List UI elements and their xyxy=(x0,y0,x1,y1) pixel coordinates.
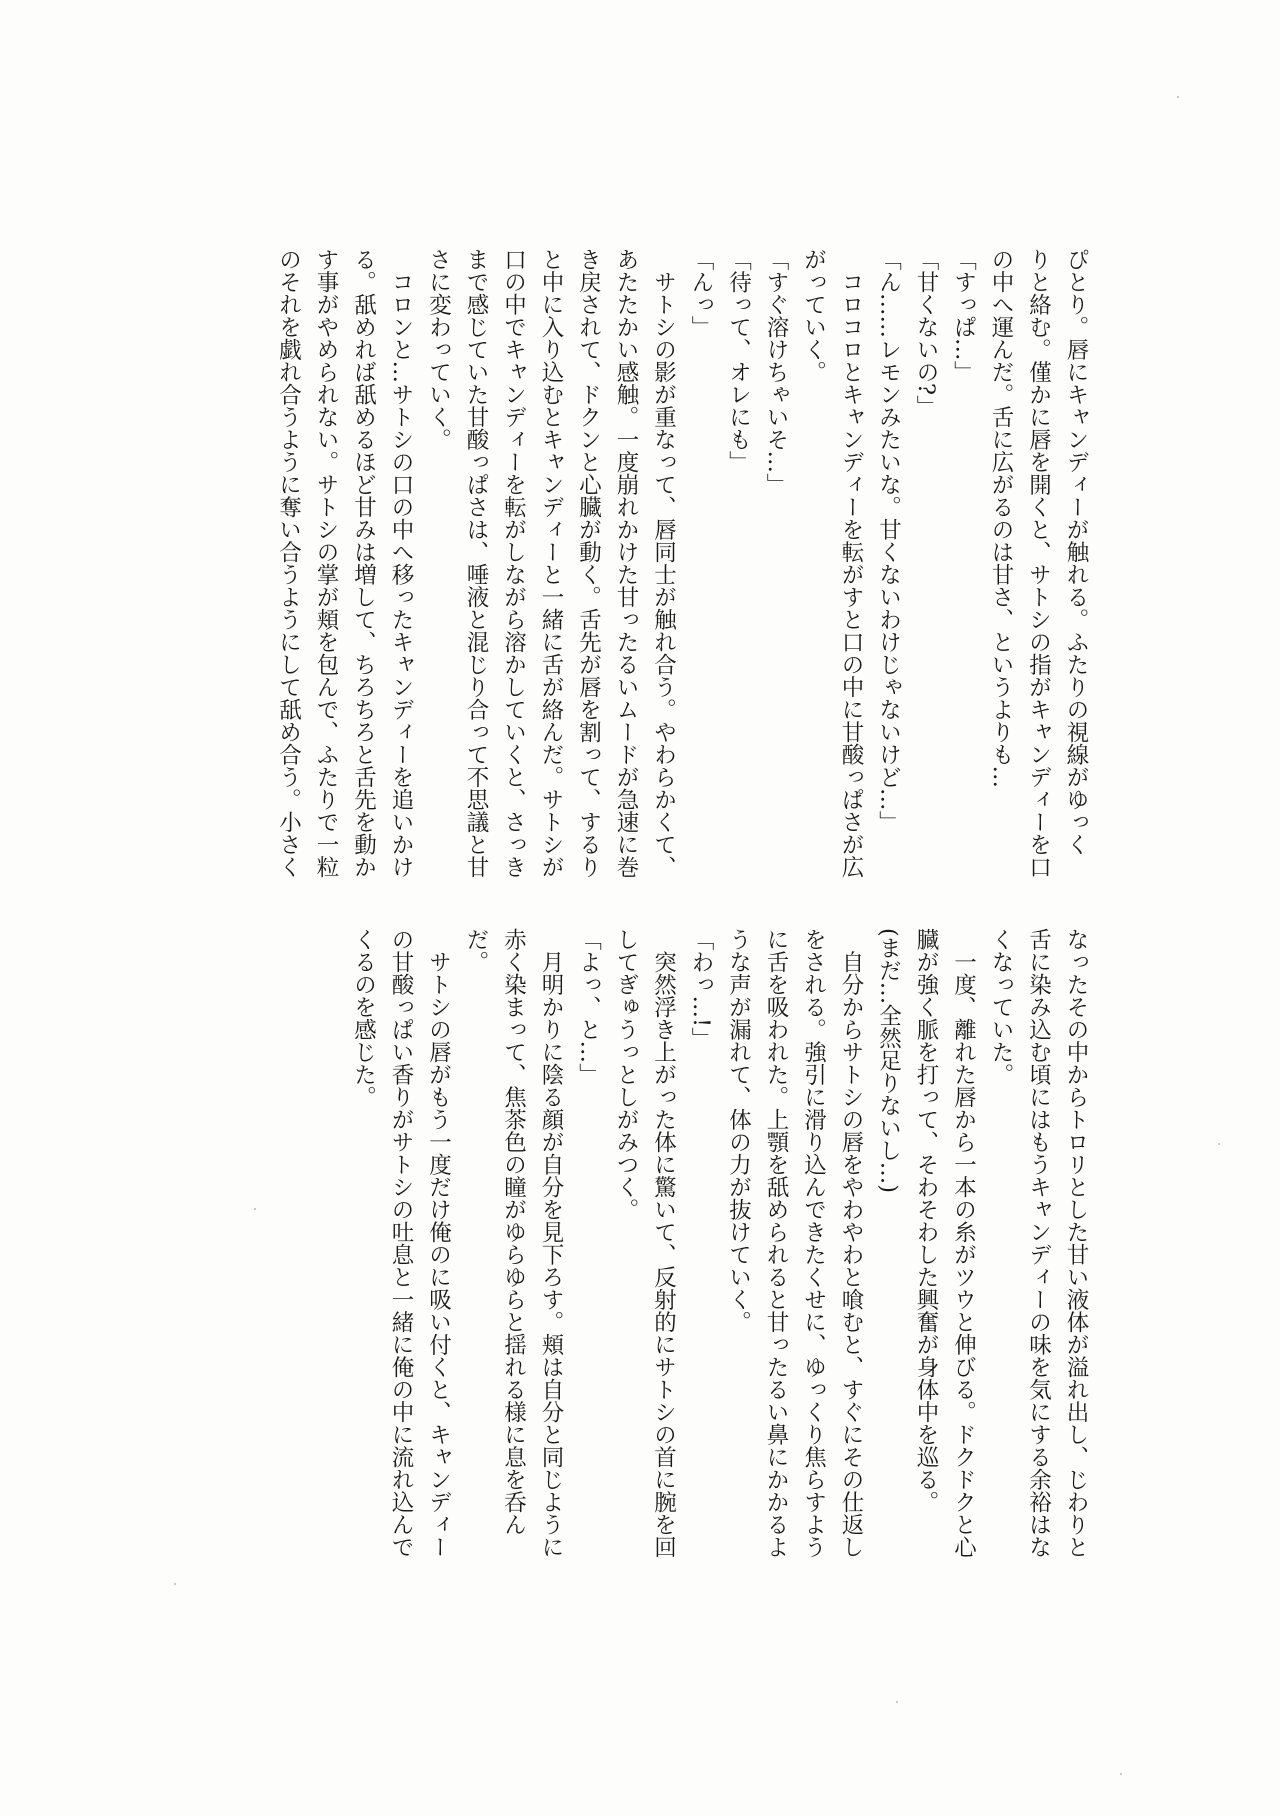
paper-speck xyxy=(896,1701,898,1703)
text-block-upper xyxy=(269,248,1094,918)
text-line: あたたかい感触。一度崩れかけた甘ったるいムードが急速に巻 xyxy=(613,248,639,878)
text-line: 「わっ…!」 xyxy=(688,928,714,1050)
text-line: なったその中からトロリとした甘い液体が溢れ出し、じわりと xyxy=(1063,928,1089,1558)
text-line: 自分からサトシの唇をやわやわと喰むと、すぐにその仕返し xyxy=(838,928,864,1558)
text-line: してぎゅうっとしがみつく。 xyxy=(613,928,639,1221)
paper-speck xyxy=(1120,1773,1122,1775)
text-line: 「すぐ溶けちゃいそ…」 xyxy=(763,248,789,496)
text-line: がっていく。 xyxy=(800,248,827,383)
text-line: (まだ…全然足りないし…) xyxy=(875,928,902,1194)
text-line: サトシの影が重なって、唇同士が触れ合う。やわらかくて、 xyxy=(650,248,677,878)
text-line: サトシの唇がもう一度だけ俺のに吸い付くと、キャンディー xyxy=(425,928,452,1558)
text-line: ぴとり。唇にキャンディーが触れる。ふたりの視線がゆっく xyxy=(1063,248,1089,856)
paper-speck xyxy=(1218,1143,1220,1145)
text-line: さに変わっていく。 xyxy=(425,248,452,451)
text-line: 月明かりに陰る顔が自分を見下ろす。頬は自分と同じように xyxy=(538,928,564,1558)
text-line: をされる。強引に滑り込んできたくせに、ゆっくり焦らすよう xyxy=(800,928,827,1558)
text-line: コロンと…サトシの口の中へ移ったキャンディーを追いかけ xyxy=(388,248,414,878)
text-line: 口の中でキャンディーを転がしながら溶かしていくと、さっき xyxy=(500,248,527,878)
text-line: くるのを感じた。 xyxy=(350,928,377,1108)
text-line: 一度、離れた唇から一本の糸がツウと伸びる。ドクドクと心 xyxy=(950,928,977,1558)
text-line: と中に入り込むとキャンディーと一緒に舌が絡んだ。サトシが xyxy=(538,248,564,878)
text-line: だ。 xyxy=(463,928,489,973)
text-line: の甘酸っぱい香りがサトシの吐息と一緒に俺の中に流れ込んで xyxy=(388,928,414,1558)
text-line: る。舐めれば舐めるほど甘みは増して、ちろちろと舌先を動か xyxy=(350,248,377,878)
text-line: うな声が漏れて、体の力が抜けていく。 xyxy=(725,928,752,1333)
text-line: の中へ運んだ。舌に広がるのは甘さ、というよりも… xyxy=(988,248,1014,788)
paper-speck xyxy=(174,1583,176,1585)
text-line: 「ん……レモンみたいな。甘くないわけじゃないけど…」 xyxy=(875,248,902,833)
text-line: 臓が強く脈を打って、そわそわした興奮が身体中を巡る。 xyxy=(913,928,939,1513)
text-line: に舌を吸われた。上顎を舐められると甘ったるい鼻にかかるよ xyxy=(763,928,789,1558)
text-line: 突然浮き上がった体に驚いて、反射的にサトシの首に腕を回 xyxy=(650,928,677,1558)
text-line: 赤く染まって、焦茶色の瞳がゆらゆらと揺れる様に息を呑ん xyxy=(500,928,527,1536)
text-block-lower xyxy=(344,928,1094,1598)
text-line: 「甘くないの?」 xyxy=(913,248,939,418)
text-line: き戻されて、ドクンと心臓が動く。舌先が唇を割って、するり xyxy=(575,248,602,878)
text-line: りと絡む。僅かに唇を開くと、サトシの指がキャンディーを口 xyxy=(1025,248,1052,878)
text-line: 「待って、オレにも」 xyxy=(725,248,752,473)
text-line: 「んっ」 xyxy=(688,248,714,338)
text-line: くなっていた。 xyxy=(988,928,1014,1086)
text-line: す事がやめられない。サトシの掌が頬を包んで、ふたりで一粒 xyxy=(313,248,339,878)
paper-speck xyxy=(1177,96,1179,98)
text-line: のそれを戯れ合うように奪い合うようにして舐め合う。小さく xyxy=(275,248,302,878)
text-line: 舌に染み込む頃にはもうキャンディーの味を気にする余裕はな xyxy=(1025,928,1052,1558)
text-line: 「すっぱ…」 xyxy=(950,248,977,383)
text-line: コロコロとキャンディーを転がすと口の中に甘酸っぱさが広 xyxy=(838,248,864,878)
paper-speck xyxy=(254,1208,256,1210)
text-line: まで感じていた甘酸っぱさは、唾液と混じり合って不思議と甘 xyxy=(463,248,489,878)
text-line: 「よっ、と…」 xyxy=(575,928,602,1086)
